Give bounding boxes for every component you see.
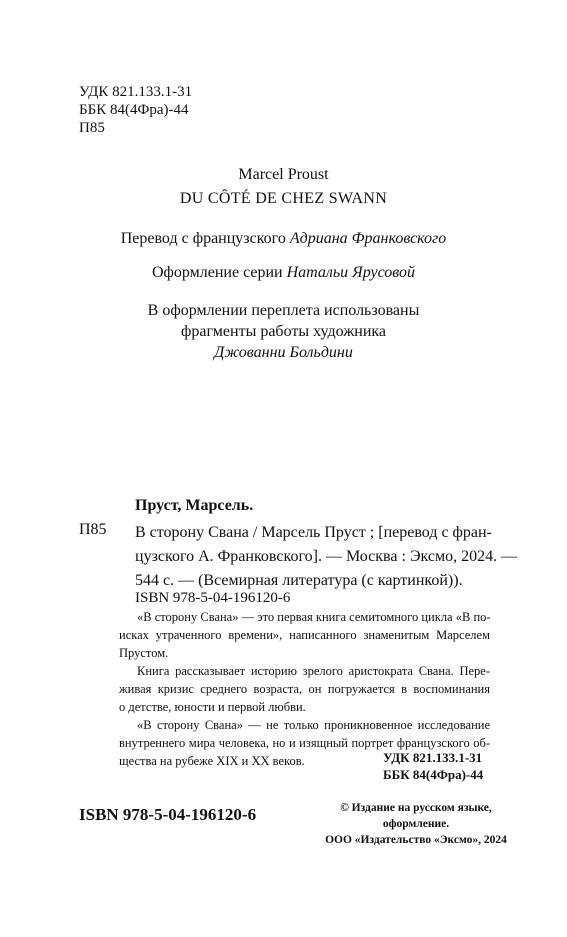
designer-name: Натальи Ярусовой [286,264,416,281]
copyright-line-1: © Издание на русском языке, оформление. [340,802,492,830]
abstract-paragraph-1: «В сторону Свана» — это первая книга семитомного цикла «В по- исках утраченного времени», написанного знаменитым Марселем Прустом. [119,610,491,660]
abstract-paragraph-2: Книга рассказывает историю зрелого аристократа Свана. Пере- живая кризис среднего возраста, он погружается в воспоминания о детстве, юности и первой любви. [119,664,490,714]
footer-isbn: ISBN 978-5-04-196120-6 [79,805,257,824]
record-author-heading: Пруст, Марсель. [135,497,254,514]
translation-credit [0,230,567,248]
copyright-notice [310,800,522,848]
cover-art-credit [0,300,567,363]
record-line: 544 с. — (Всемирная литература (с картинкой)). [135,572,463,589]
abstract [119,608,490,770]
original-author: Marcel Proust [238,166,329,183]
footer-classification [383,749,483,783]
series-design-credit [0,264,567,282]
author-mark: П85 [79,120,105,136]
original-title: DU CÔTÉ DE CHEZ SWANN [179,190,388,207]
footer-bbk: ББК 84(4Фра)-44 [383,767,484,782]
record-isbn: ISBN 978-5-04-196120-6 [135,590,291,606]
classification-block [79,83,192,137]
translation-prefix: Перевод с французского [120,230,286,247]
design-prefix: Оформление серии [151,264,283,281]
record-author-mark: П85 [79,521,107,538]
footer-udk: УДК 821.133.1-31 [383,750,483,765]
abstract-paragraph-3: «В сторону Свана» — не только проникновенное исследование внутреннего мира человека, но и изящный портрет французского об- щества на рубеже XIX и XX веков. [119,718,490,768]
bbk-code: ББК 84(4Фра)-44 [79,102,189,118]
record-line: цузского А. Франковского]. — Москва : Эксмо, 2024. — [135,548,518,565]
copyright-line-2: ООО «Издательство «Эксмо», 2024 [325,834,507,846]
record-description [135,521,518,593]
translator-name: Адриана Франковского [289,230,447,247]
cover-artist-name: Джованни Больдини [214,344,353,361]
record-line: В сторону Свана / Марсель Пруст ; [перевод с фран- [135,524,492,541]
cover-credit-line-2: фрагменты работы художника [180,323,387,340]
cover-credit-line-1: В оформлении переплета использованы [147,302,420,319]
udk-code: УДК 821.133.1-31 [79,84,193,100]
